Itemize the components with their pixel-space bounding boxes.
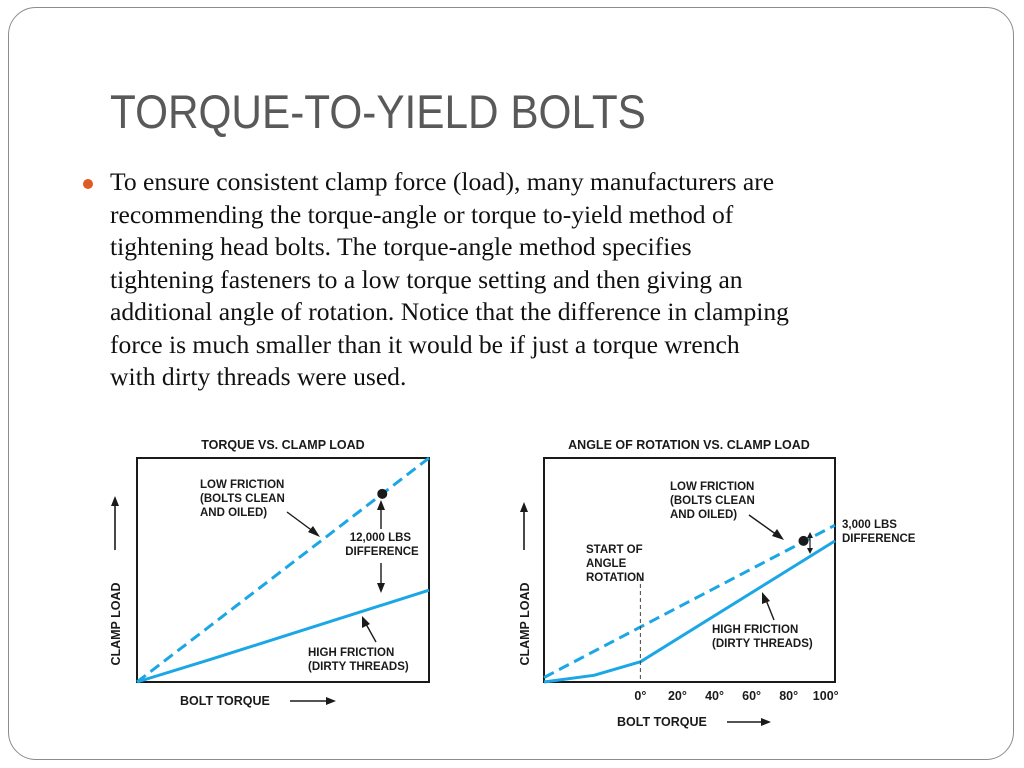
high-friction-pointer xyxy=(766,600,774,620)
chart-title: TORQUE VS. CLAMP LOAD xyxy=(201,438,365,452)
high-friction-pointer-head-icon xyxy=(762,592,770,604)
high-friction-pointer xyxy=(366,624,376,642)
high-friction-pointer-head-icon xyxy=(362,616,370,628)
x-tick-label: 20° xyxy=(667,689,687,703)
difference-down-arrow-head-icon xyxy=(807,548,813,554)
torque-vs-clamp-load-chart xyxy=(100,432,435,717)
angle-chart-svg xyxy=(512,432,932,732)
bullet-line: with dirty threads were used. xyxy=(110,362,407,391)
bullet-line: force is much smaller than it would be if just a torque wrench xyxy=(110,329,740,359)
x-tick-label: 0° xyxy=(634,689,647,703)
slide-title: TORQUE-TO-YIELD BOLTS xyxy=(110,85,646,138)
difference-down-arrow-head-icon xyxy=(377,583,385,593)
high-friction-label: HIGH FRICTION (DIRTY THREADS) xyxy=(712,624,813,650)
low-friction-label: LOW FRICTION (BOLTS CLEAN AND OILED) xyxy=(670,481,755,521)
x-tick-label: 60° xyxy=(742,689,762,703)
low-friction-label: LOW FRICTION (BOLTS CLEAN AND OILED) xyxy=(200,479,285,519)
difference-up-arrow-head-icon xyxy=(807,532,813,538)
chart-title: ANGLE OF ROTATION VS. CLAMP LOAD xyxy=(568,438,810,452)
bullet-paragraph xyxy=(110,166,940,394)
bullet-line: To ensure consistent clamp force (load), many manufacturers are xyxy=(110,167,775,196)
x-tick-label: 100° xyxy=(812,689,839,703)
torque-chart-svg xyxy=(100,432,435,717)
difference-label: 3,000 LBS DIFFERENCE xyxy=(842,519,916,545)
low-friction-pointer-head-icon xyxy=(772,529,784,540)
x-axis-arrow-head-icon xyxy=(326,697,336,705)
x-axis-label: BOLT TORQUE xyxy=(617,715,707,729)
low-friction-pointer-head-icon xyxy=(308,526,320,537)
x-axis-label: BOLT TORQUE xyxy=(180,694,270,708)
start-of-rotation-label: START OF ANGLE ROTATION xyxy=(586,544,645,584)
low-friction-pointer xyxy=(287,512,314,532)
y-axis-arrow-head-icon xyxy=(111,496,119,506)
bullet-line: tightening fasteners to a low torque setting and then giving an xyxy=(110,264,743,294)
x-tick-label: 80° xyxy=(779,689,799,703)
bullet-line: recommending the torque-angle or torque to-yield method of xyxy=(110,199,734,229)
y-axis-arrow-head-icon xyxy=(520,502,528,512)
low-friction-pointer xyxy=(749,515,777,535)
angle-vs-clamp-load-chart xyxy=(512,432,932,732)
difference-label: 12,000 LBS DIFFERENCE xyxy=(345,532,419,558)
measure-point-marker xyxy=(377,489,387,499)
measure-point-marker xyxy=(798,536,808,546)
y-axis-label: CLAMP LOAD xyxy=(109,582,123,666)
difference-up-arrow-head-icon xyxy=(377,500,385,510)
high-friction-label: HIGH FRICTION (DIRTY THREADS) xyxy=(308,647,409,673)
bullet-dot-icon xyxy=(83,179,93,189)
bullet-line: tightening head bolts. The torque-angle method specifies xyxy=(110,232,692,261)
bullet-line: additional angle of rotation. Notice that the difference in clamping xyxy=(110,297,789,326)
x-tick-label: 40° xyxy=(705,689,724,703)
y-axis-label: CLAMP LOAD xyxy=(518,582,532,666)
x-axis-arrow-head-icon xyxy=(761,718,771,726)
